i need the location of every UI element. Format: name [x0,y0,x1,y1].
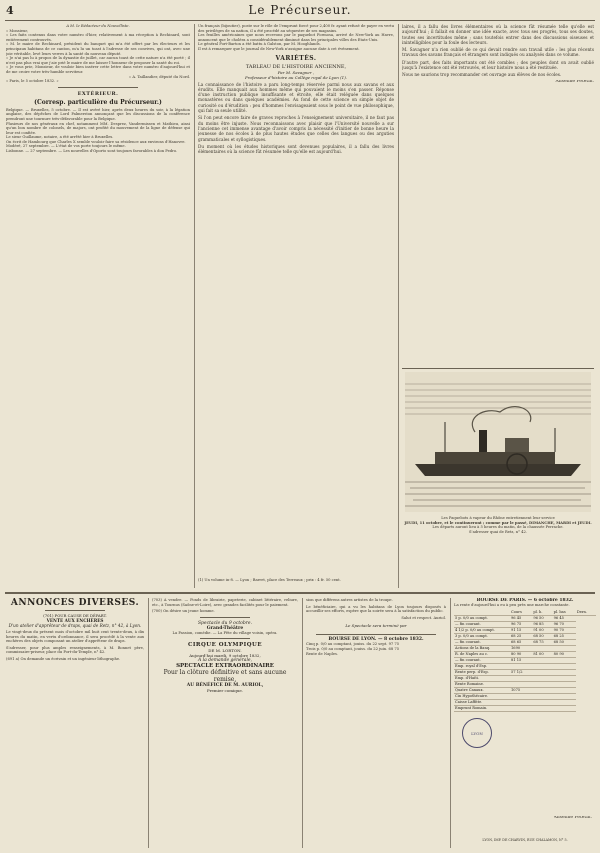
annonce-paragraph: (703) A vendre. — Fonds de librairie, papeterie, cabinet littéraire, reliure, etc., à Tournus (Saône-et-Loire), avec grandes facilités pour le paiement. [152,598,298,607]
publisher-signature: Anselme Petetin. [553,816,592,820]
table-cell: 57 1/2 [510,669,532,675]
row-label: 5 p. 0/0 au compt. [454,615,510,621]
annonce-paragraph: Le bénéficiaire, qui a vu les habitans de Lyon toujours disposés à accueillir ses efforts, espère que la soirée sera à la satisfaction du public. [306,604,446,614]
steamboat-notice [402,516,594,576]
table-cell: 81 00 [532,651,552,657]
printer-imprint: LYON, IMP. DE CHARVIN, RUE CHALAMON, N° 5. [482,838,568,842]
table-cell [510,705,532,711]
column-divider [148,598,149,848]
article-paragraph: Nous ne saurions trop recommander cet ouvrage aux élèves de nos écoles. [402,72,562,78]
section-divider [58,87,138,88]
table-cell: 90 70 [553,627,576,633]
table-cell: 1075 [510,687,532,693]
article-paragraph: Belgique. — Bruxelles, 5 octobre. — Il est avéré hier, après deux heures du soir, à la légation anglaise, des dépêches de Lord Palmerston annonçant que les discussions de la conférence prendront une tournure très-défavorable pour la Belgique. [6,107,190,121]
article-paragraph: laires, il a fallu des livres élémentaires où la science fût résumée telle qu'elle est aujourd'hui ; il fallait en donner une idée exacte, avec tous ses progrès, tous ses doutes, toutes ses incertitudes même ; sans toutefois entrer dans des discussions oiseuses et inintelligibles pour la foule des lecteurs. [402,24,594,45]
cirque-date: Aujourd'hui mardi, 9 octobre 1832, [189,653,261,659]
table-cell: 96 75 [510,621,532,627]
article-paragraph: Si l'on peut encore faire de graves reproches à l'enseignement universitaire, il ne faut pas du moins être injuste. Nous reconnaissons avec plaisir que l'Université nouvelle a sur l'ancienne cet immense avantage d'avoir compris la nécessité d'initier de bonne heure la jeunesse de nos écoles à de plus hautes études que celles des langues ou des arguties grammaticales et syllogistiques. [198,115,394,142]
cirque-comique: Premier comique. [206,688,244,694]
table-header-cell: Dern. [576,610,596,616]
spectacle-heading: Spectacle du 9 octobre. [197,620,253,626]
table-cell: 80 90 [510,651,532,657]
notice-line: S'adresser quai de Retz, n° 42. [469,529,527,534]
cirque-subheading: DE M. LORTON. [208,648,242,654]
notice-line: Les départs auront lieu à 5 heures du matin, de la chaussée Perrache. [432,525,564,530]
annonce-paragraph: sion que différens autres artistes de la troupe. [306,598,393,602]
article-paragraph: D'autre part, des faits importants ont été combles ; des peuples dont on avait oublié jusqu'à l'existence ont été retrouvés, et leur histoire nous a été restituée. [402,59,594,71]
table-cell: 96 45 [553,615,576,621]
row-label: Caisse Laffitte. [454,699,510,705]
cirque-request: A la demande générale, [197,658,253,664]
bourse-paris-rows [454,615,596,711]
row-label: Actions de la Banq. [454,645,510,651]
bourse-line: Cinq p. 0/0 au comptant, jouiss. du 22 sept. 97 75 [306,642,400,647]
row-label: — fin courant. [454,657,510,663]
exterieur-subheading: (Corresp. particulière du Précurseur.) [34,98,162,106]
letter-paragraph: « M. le maire de Rechinard, président du banquet qui m'a été offert par les électeurs et les principaux habitans de ce canton, m'a lu un toast à l'adresse de ses convives, qui ont, avec une joie véritable, levé leurs verres à la santé du nouveau député. [6,42,190,56]
column-divider [450,598,451,848]
article-paragraph: Le général Fort-Barton a été battu à Galston, par M. Hooghlands. [198,42,321,47]
table-cell: 96 70 [553,621,576,627]
section-divider [200,617,250,618]
table-cell [553,705,576,711]
column-3-top [402,24,594,364]
row-label: Rente Romaine. [454,681,510,687]
article-paragraph: Les feuilles américaines que nous recevons par le paquebot Formosa, arrivé de New-York au Havre, annoncent que le choléra a considérablement diminué dans les principales villes des Etats-Unis. [198,33,394,42]
notice-line: JEUDI, 11 octobre, et le continueront ; comme par le passé, DIMANCHE, MARDI et JEUDI. [404,520,592,525]
table-cell: 96 45 [510,615,532,621]
bourse-line: Rente de Naples. [306,651,339,656]
row-label: Emp. d'Haïti. [454,675,510,681]
article-paragraph: La connaissance de l'histoire a paru long-temps réservée parmi nous aux savans et aux érudits. Elle manquait aux hommes même qui pouvaient le moins s'en passer. Réponse d'une instruction publique insuffisante et étroite, elle était reléguée dans quelques monastères ou dans quelques académies. Au fond de cette science on simple objet de curiosité ou d'érudition : peu d'hommes l'envisageaient sous le point de vue philosophique, qui fait sa seule utilité. [198,81,394,114]
column-divider [302,598,303,848]
table-cell: 96 85 [532,621,552,627]
author-line: Par M. Savagner , [277,69,315,75]
bourse-paris-heading: BOURSE DE PARIS. — 6 octobre 1832. [476,598,574,603]
letter-signature: « A. Taillandier, député du Nord. [128,74,190,79]
table-cell: 91 15 [510,627,532,633]
bourse-paris-column [454,598,596,850]
table-cell [532,705,552,711]
letter-line: « Monsieur, [6,28,28,33]
letter-paragraph: « Les faits contenus dans votre numéro d'hier, relativement à ma réception à Rechinard, sont entièrement controuvés. [6,33,190,42]
annonce-paragraph: (700) On désire un jeune homme. [152,609,215,614]
section-divider [200,638,250,639]
cirque-cloture: Pour la clôture définitive et sans aucune remise, [163,669,287,684]
vente-heading: VENTE AUX ENCHÈRES [46,618,104,623]
table-cell: 91 00 [532,627,552,633]
section-divider [316,634,436,635]
table-cell: 68 65 [510,639,532,645]
cirque-benefice: AU BÉNÉFICE DE M. AURIOL, [186,683,264,689]
annonce-ref: (701) POUR CAUSE DE DÉPART. [43,613,107,618]
article-paragraph: Un français (bijoutier), poste sur le rôle de l'emprunt forcé pour 2,400 fr. ayant refusé de payer en vertu des privilèges de sa nation, il a été procédé au séquestre de ses magasins. [198,24,394,33]
table-cell: 96 50 [532,615,552,621]
row-label: Cin Hypothécaire. [454,693,510,699]
bourse-paris-intro: La rente d'aujourd'hui a eu à peu près une marche constante. [454,603,570,607]
letter-date: « Paris, le 5 octobre 1832. » [6,79,59,84]
heading-rule [45,610,105,611]
annonce-paragraph: (691 a) On demande un écrivain et un ingénieur lithographe. [6,656,121,661]
article-paragraph: Il est à remarquer que le journal de New-York n'assigne aucune date à cet événement. [198,46,360,51]
bourse-lyon-column [306,598,446,848]
article-paragraph: Du moment où les études historiques sont devenues populaires, il a fallu des livres élémentaires où la science fût résumée telle qu'elle est aujourd'hui. [198,143,394,155]
bourse-lyon-heading: BOURSE DE LYON. — 8 octobre 1832. [328,637,424,643]
article-paragraph: Le sieur Guillaume, notaire, a été arrêté hier à Bruxelles. [6,135,114,140]
cirque-extra: SPECTACLE EXTRAORDINAIRE [176,663,274,670]
author-subline: Professeur d'histoire au Collège royal de Lyon (1). [244,74,348,80]
seal-stamp [462,718,492,748]
row-label: Emprunt Romain. [454,705,510,711]
newspaper-title: Le Précurseur. [248,3,352,17]
section-divider [402,368,594,369]
annonce-signature: Salut et respect. Auriol. [401,615,446,620]
article-paragraph: Modéré, 27 septembre. — L'état de vos porte toujours le même. [6,144,126,149]
row-label: 4 1/2 p. 0/0 au compt. [454,627,510,633]
theatre-program: La Passion, comédie. — La Fête du village voisin, opéra. [172,630,278,635]
row-label: Emp. royal d'Esp. [454,663,510,669]
theatre-name: Grand-Théâtre [206,625,244,631]
letter-paragraph: « Je n'ai pas lu à propos de la dynastie de juillet, car aucun toast de cette nature n'a été porté ; il n'est pas plus vrai que j'aie prié le maire de me laisser l'honneur de proposer la santé du roi. [6,56,190,65]
column-1-top [6,24,190,590]
annonce-paragraph: S'adresser, pour plus amples renseignements, à M. Bonnet père, commissaire-priseur, place du Port-du-Temple, n° 42. [6,645,144,655]
table-row [454,705,596,711]
column-divider [398,24,399,588]
annonces-heading: ANNONCES DIVERSES. [10,598,140,608]
table-cell: 68 75 [532,639,552,645]
table-cell: 68 50 [532,633,552,639]
exterieur-heading: EXTÉRIEUR. [77,90,119,97]
row-label: — fin courant. [454,621,510,627]
header-rule [5,20,595,21]
spectacles-column [152,598,298,848]
row-label: — fin courant. [454,639,510,645]
article-signature: Anselme Petetin. [555,79,594,84]
letter-paragraph: « Je vous prie, Monsieur, de vouloir bien insérer cette lettre dans votre numéro d'aujourd'hui et de me croire votre très-humble serviteur. [6,65,190,74]
notice-line: Les Paquebots à vapeur du Rhône entretiennent leur service [441,516,555,520]
table-header-cell: pl. h. [532,610,552,616]
steamboat-illustration [405,372,591,512]
column-divider [194,24,195,588]
table-header-cell: pl. bas [553,610,576,616]
varietes-heading: VARIÉTÉS. [275,54,317,62]
annonce-paragraph: Le vingt-deux du présent mois d'octobre mil huit cent trente-deux, à dix heures du matin, en vertu d'ordonnance, il sera procédé à la vente aux enchères des objets composant un atelier d'apprêteur de draps. [6,630,144,644]
cirque-heading: CIRQUE OLYMPIQUE [187,642,263,649]
bourse-paris-table [454,610,596,712]
table-cell: 1690 [510,645,532,651]
annonces-column [6,598,144,848]
column-2-top [198,24,394,590]
bourse-line: Trois p. 0/0 au comptant, jouiss. du 22 juin. 68 75 [306,646,400,651]
tableau-heading: TABLEAU DE L'HISTOIRE ANCIENNE, [245,63,347,70]
spectacle-end: Le Spectacle sera terminé par [345,623,407,629]
stamp-text: LYON [471,730,483,736]
article-paragraph: M. Savagner n'a rien oublié de ce qui devait rendre son travail utile : les plus récents travaux des savans français et étrangers sont indiqués ou analysés dans ce volume. [402,47,594,58]
vente-description: D'un atelier d'apprêteur de draps, quai de Retz, n° 42, à Lyon. [8,623,142,628]
row-label: Rente perp. d'Esp. [454,669,510,675]
row-label: Quatre Canaux. [454,687,510,693]
table-cell: 68 25 [510,633,532,639]
row-label: R. de Naples au c. [454,651,510,657]
article-paragraph: On écrit de Hambourg que Charles X semble vouloir faire sa résidence aux environs d'Hanovre. [6,139,186,144]
footnote: (1) Un volume in-8. — Lyon ; Barret, place des Terreaux ; prix : 4 fr. 50 cent. [198,578,341,582]
article-paragraph: Plusieurs de nos généraux en chef, notamment MM. Desprez, Vandermissen et Mathieu, ainsi qu'un bon nombre de colonels, de majors, ont profité du mouvement de la ligne de défense qui leur est confiée. [6,121,190,135]
page-divider [5,592,595,594]
letter-salutation: A M. le Rédacteur du Nouvelliste. [66,24,130,28]
page-number: 4 [6,4,14,17]
table-header-cell: Cours [510,610,532,616]
article-paragraph: Lisbonne. — 27 septembre. — Les nouvelles d'Oporto sont toujours favorables à don Pedro. [6,149,178,154]
table-cell: 68 25 [553,633,576,639]
table-cell: 81 15 [510,657,532,663]
row-label: 3 p. 0/0 au compt. [454,633,510,639]
table-cell: 80 90 [553,651,576,657]
table-cell: 68 50 [553,639,576,645]
